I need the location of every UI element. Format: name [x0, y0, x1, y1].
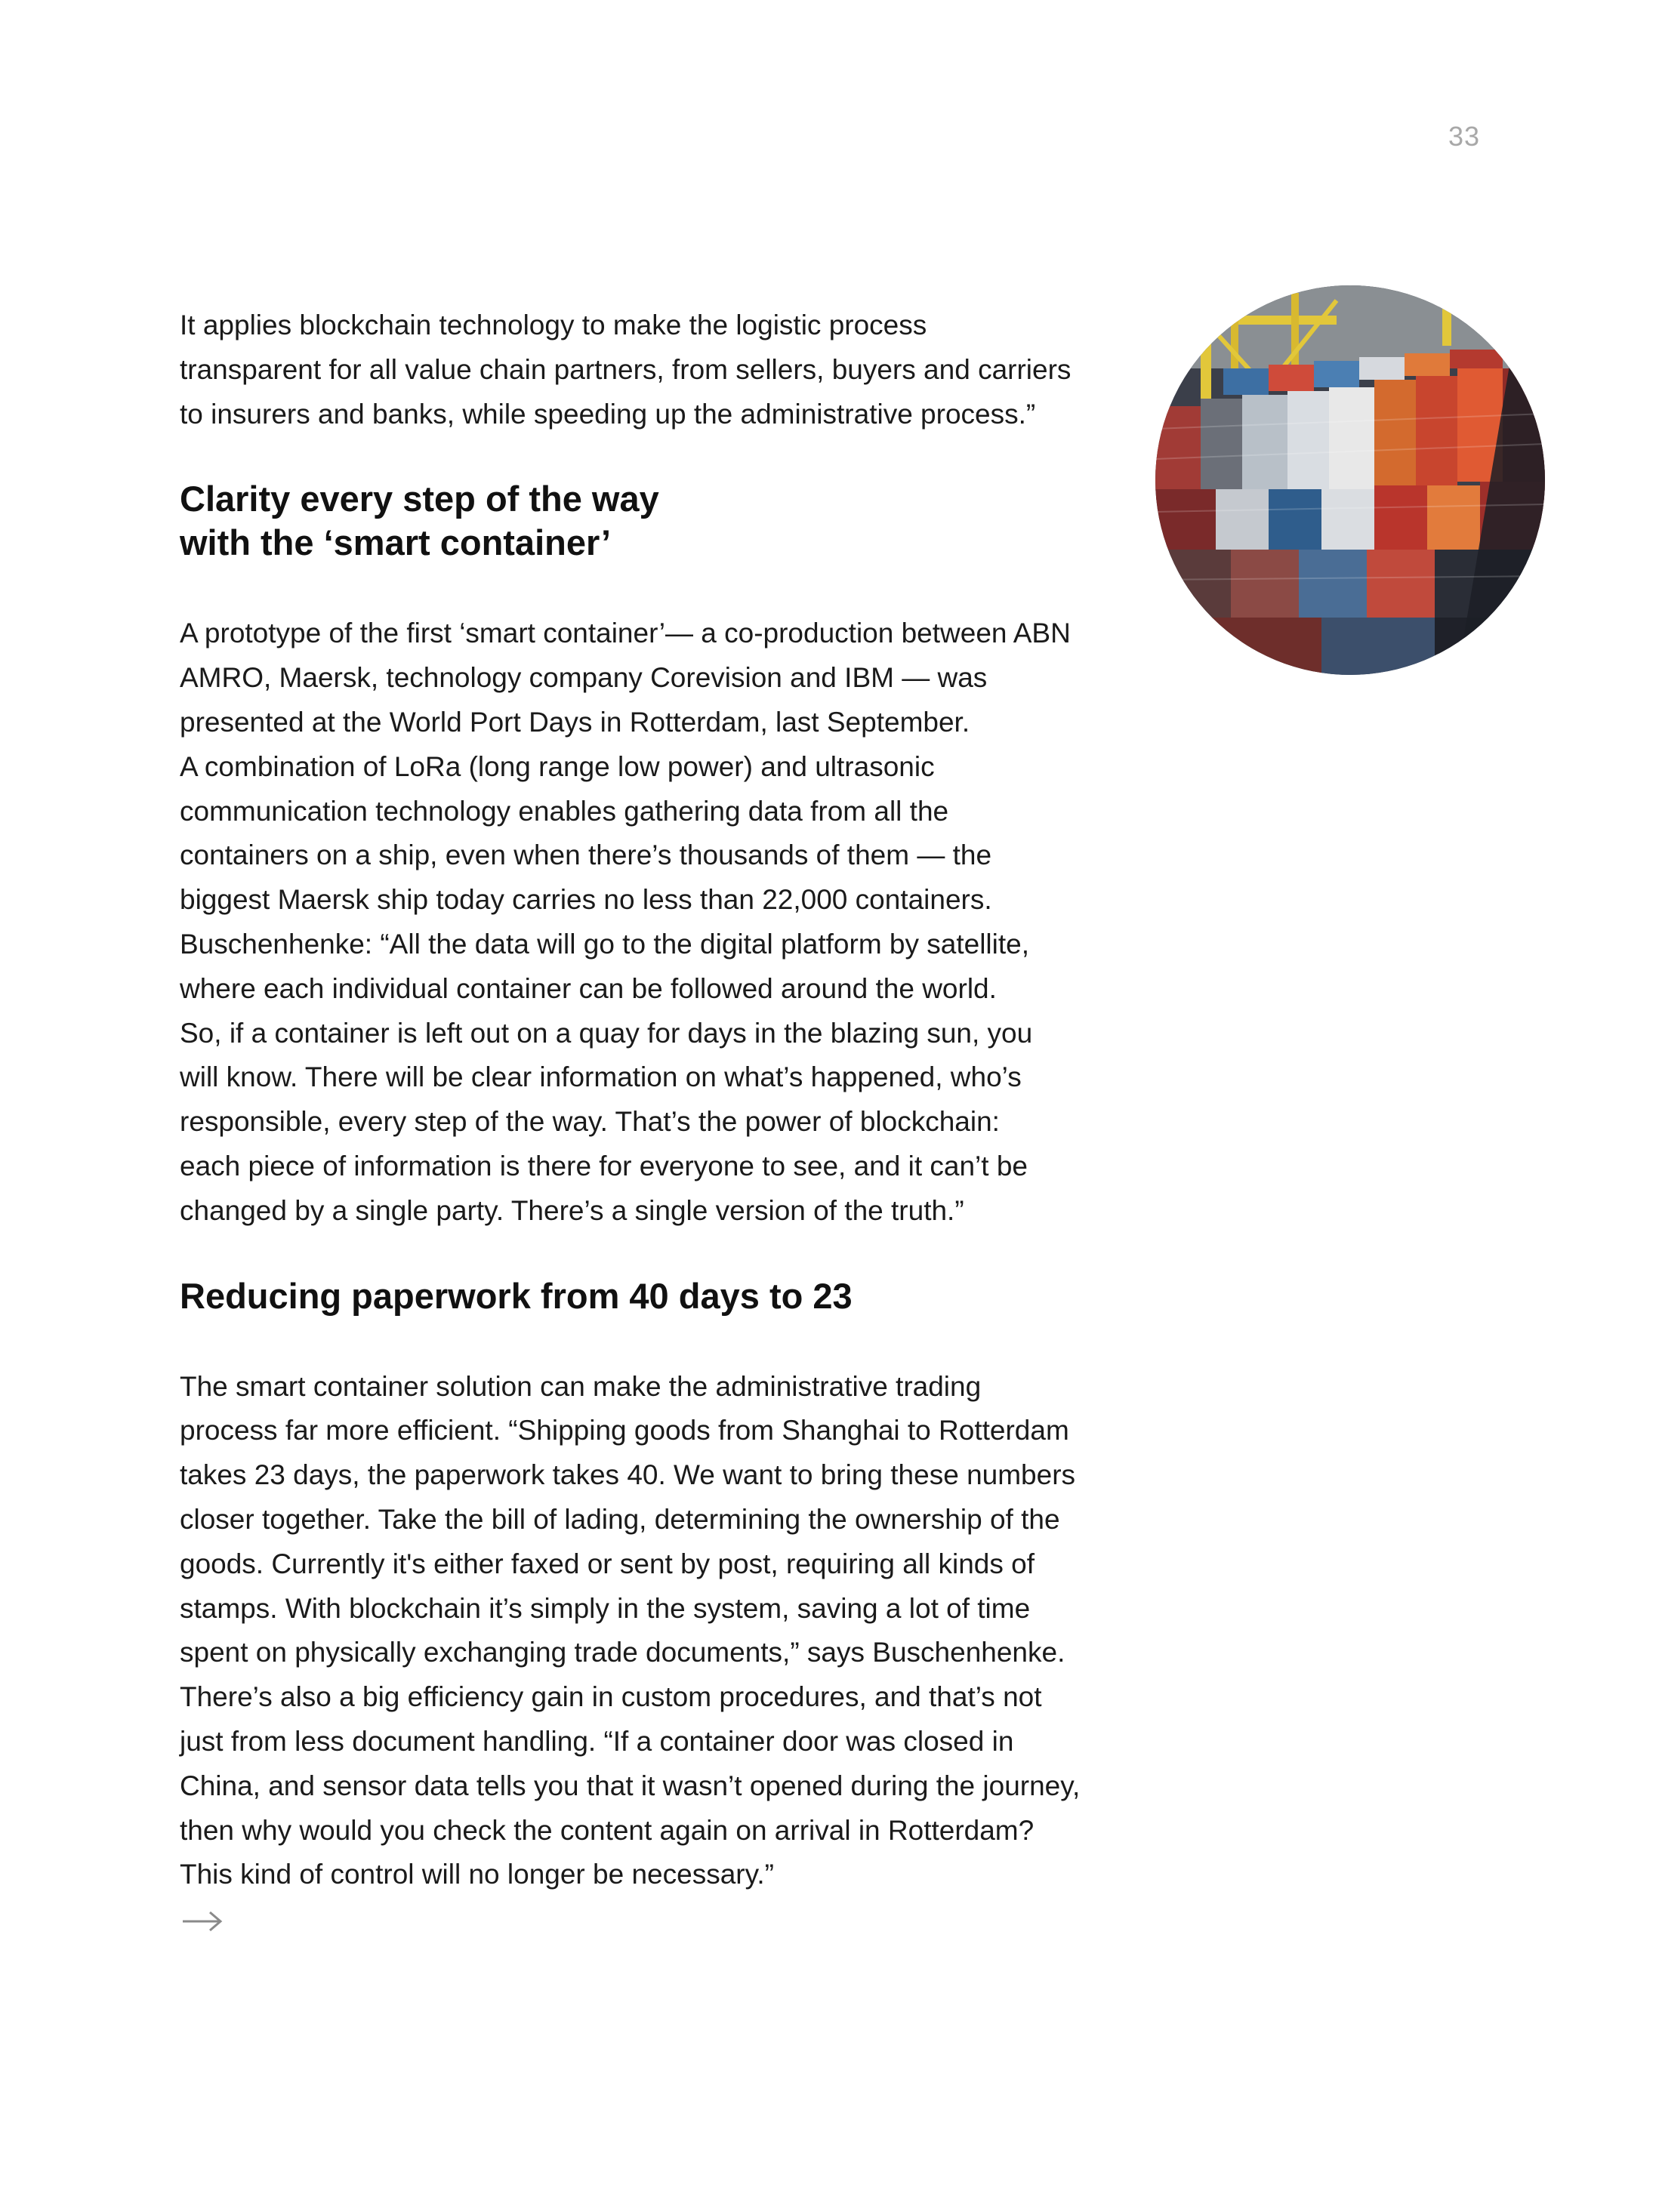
text-line: AMRO, Maersk, technology company Corevision and IBM — was: [180, 662, 988, 694]
text-line: It applies blockchain technology to make the logistic process: [180, 310, 927, 340]
text-line: transparent for all value chain partners, from sellers, buyers and carriers: [180, 353, 1072, 385]
intro-paragraph: [180, 303, 1109, 436]
text-line: This kind of control will no longer be necessary.”: [180, 1859, 774, 1890]
text-line: There’s also a big efficiency gain in custom procedures, and that’s not: [180, 1681, 1042, 1713]
text-line: changed by a single party. There’s a single version of the truth.”: [180, 1194, 964, 1226]
smart-container-paragraph: [180, 612, 1109, 1233]
text-line: biggest Maersk ship today carries no less than 22,000 containers.: [180, 884, 992, 916]
text-line: containers on a ship, even when there’s thousands of them — the: [180, 840, 992, 871]
text-line: goods. Currently it's either faxed or sent by post, requiring all kinds of: [180, 1548, 1035, 1579]
text-line: presented at the World Port Days in Rotterdam, last September.: [180, 706, 970, 738]
text-line: process far more efficient. “Shipping goods from Shanghai to Rotterdam: [180, 1415, 1069, 1446]
text-line: stamps. With blockchain it’s simply in the system, saving a lot of time: [180, 1592, 1031, 1624]
section-heading-paperwork: [180, 1274, 1109, 1318]
text-line: will know. There will be clear information on what’s happened, who’s: [180, 1061, 1022, 1093]
heading-line: Reducing paperwork from 40 days to 23: [180, 1275, 853, 1316]
arrow-right-icon[interactable]: [180, 1908, 225, 1935]
text-line: closer together. Take the bill of lading, determining the ownership of the: [180, 1503, 1060, 1535]
page-number: 33: [1448, 121, 1480, 152]
text-line: communication technology enables gathering data from all the: [180, 795, 949, 827]
section-heading-smart-container: [180, 477, 1109, 565]
text-line: spent on physically exchanging trade documents,” says Buschenhenke.: [180, 1637, 1065, 1668]
container-ship-photo: [1155, 285, 1545, 675]
text-line: A prototype of the first ‘smart container’— a co-production between ABN: [180, 618, 1071, 649]
text-line: So, if a container is left out on a quay for days in the blazing sun, you: [180, 1017, 1033, 1049]
text-line: A combination of LoRa (long range low power) and ultrasonic: [180, 750, 935, 782]
text-line: Buschenhenke: “All the data will go to the digital platform by satellite,: [180, 928, 1030, 960]
article-body: [180, 303, 1109, 1935]
text-line: responsible, every step of the way. That’s the power of blockchain:: [180, 1106, 1000, 1138]
paperwork-paragraph: [180, 1365, 1109, 1898]
text-line: to insurers and banks, while speeding up the administrative process.”: [180, 398, 1036, 430]
text-line: China, and sensor data tells you that it wasn’t opened during the journey,: [180, 1770, 1081, 1801]
heading-line: Clarity every step of the way: [180, 479, 659, 519]
text-line: The smart container solution can make the administrative trading: [180, 1370, 982, 1402]
text-line: then why would you check the content again on arrival in Rotterdam?: [180, 1814, 1035, 1846]
heading-line: with the ‘smart container’: [180, 522, 612, 563]
text-line: where each individual container can be followed around the world.: [180, 972, 997, 1004]
text-line: just from less document handling. “If a container door was closed in: [180, 1725, 1014, 1757]
text-line: each piece of information is there for everyone to see, and it can’t be: [180, 1150, 1028, 1181]
text-line: takes 23 days, the paperwork takes 40. We want to bring these numbers: [180, 1459, 1076, 1491]
